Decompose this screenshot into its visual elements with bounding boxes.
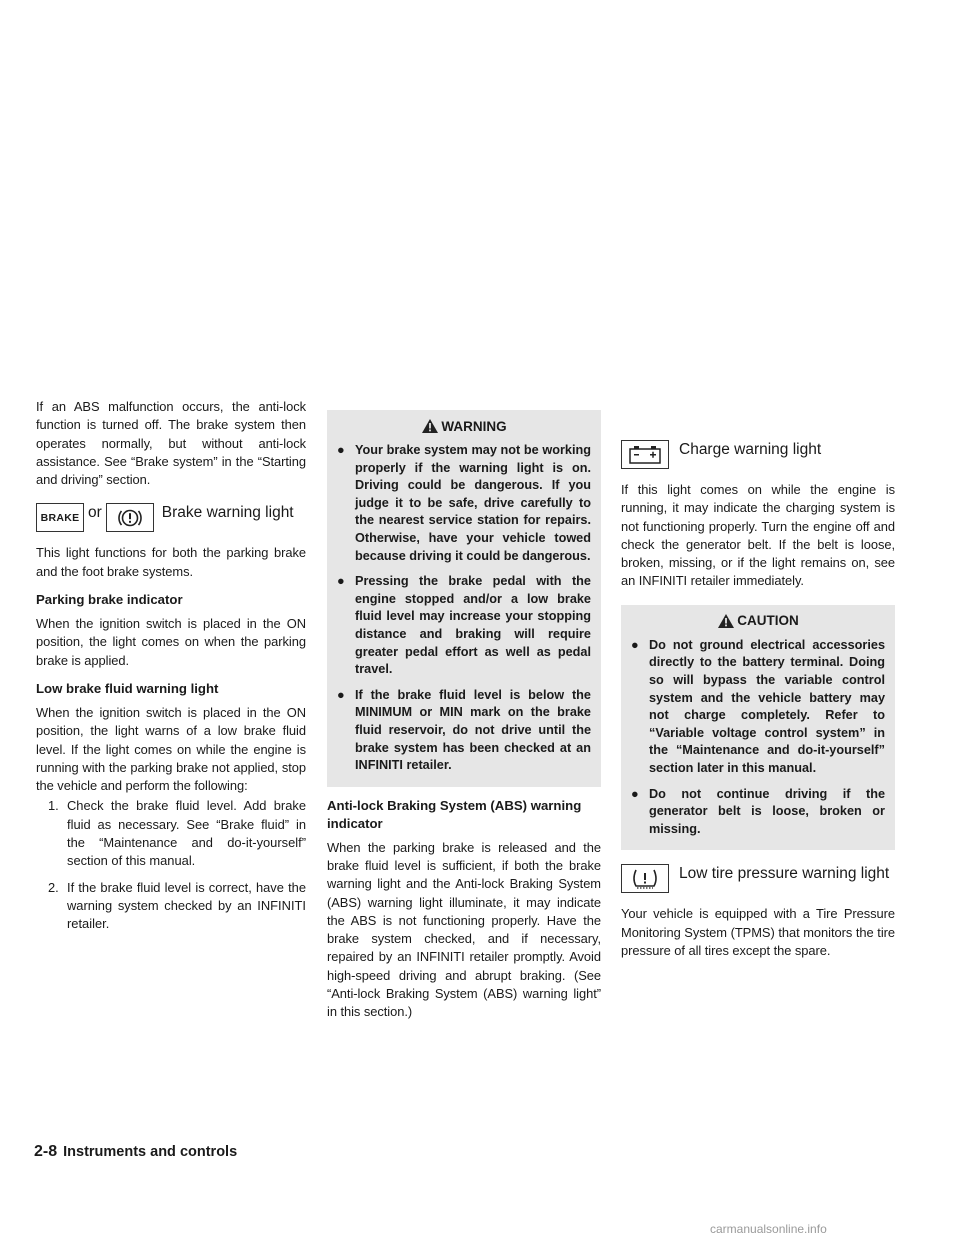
abs-warning-paragraph: When the parking brake is released and the brake fluid level is sufficient, if both the brake warning light and the Anti-lock Braking System (ABS) warning light illuminate, it may indicate the ABS is not functioning properly. Have the brake system checked, and if necessary, repaired by an INFINITI retailer promptly. Avoid high-speed driving and abrupt braking. (See “Anti-lock Braking System (ABS) warning light” in this section.)	[327, 839, 601, 1020]
bullet-icon: ●	[337, 687, 345, 702]
bullet-icon: ●	[337, 443, 345, 457]
watermark: carmanualsonline.info	[710, 1222, 827, 1236]
abs-malfunction-paragraph: If an ABS malfunction occurs, the anti-lock function is turned off. The brake system then operates normally, but without anti-lock assistance. See “Brake system” in the “Starting and driving” section.	[36, 399, 306, 488]
caution-text: Do not continue driving if the generator belt is loose, broken or missing.	[649, 786, 885, 836]
warning-box	[327, 410, 601, 787]
list-item	[337, 687, 591, 775]
warning-label: WARNING	[441, 418, 507, 434]
page-number: 2-8	[34, 1143, 58, 1160]
brake-light-description: This light functions for both the parking brake and the foot brake systems.	[36, 545, 306, 579]
column-middle	[327, 410, 601, 1030]
brake-warning-light-heading	[36, 503, 306, 532]
charge-warning-light-title: Charge warning light	[679, 441, 822, 458]
list-item	[337, 573, 591, 679]
warning-triangle-icon	[717, 613, 735, 629]
warning-text: Pressing the brake pedal with the engine stopped and/or a low brake fluid level may increase your stopping distance and braking will require greater pedal effort as well as pedal travel.	[355, 574, 591, 677]
warning-triangle-icon	[421, 418, 439, 434]
charge-warning-paragraph: If this light comes on while the engine is running, it may indicate the charging system is not functioning properly. Turn the engine off and check the generator belt. If the belt is loose, broken, missing, or if the light remains on, see an INFINITI retailer immediately.	[621, 482, 895, 589]
low-brake-fluid-paragraph: When the ignition switch is placed in the ON position, the light warns of a low brake fluid level. If the light comes on while the engine is running with the parking brake not applied, stop the vehicle and perform the following:	[36, 704, 306, 794]
bullet-icon: ●	[337, 574, 345, 589]
abs-warning-heading: Anti-lock Braking System (ABS) warning indicator	[327, 797, 582, 831]
charge-warning-light-heading	[621, 440, 895, 469]
step-number: 1.	[48, 798, 59, 814]
tire-pressure-icon	[621, 864, 669, 893]
caution-label: CAUTION	[737, 613, 799, 629]
warning-text: Your brake system may not be working properly if the warning light is on. Driving could be dangerous. If you judge it to be safe, drive carefully to the nearest service station for repairs. Otherwise, have your vehicle towed because driving it could be dangerous.	[355, 443, 591, 563]
bullet-icon: ●	[631, 637, 639, 652]
caution-header	[631, 613, 885, 629]
list-item	[48, 879, 306, 934]
tire-pressure-title: Low tire pressure warning light	[679, 865, 890, 883]
battery-icon	[621, 440, 669, 469]
list-item	[337, 442, 591, 565]
warning-text: If the brake fluid level is below the MINIMUM or MIN mark on the brake fluid reservoir, do not drive until the brake system has been checked at an INFINITI retailer.	[355, 687, 591, 773]
list-item	[631, 786, 885, 839]
brake-text-icon	[36, 503, 84, 532]
low-brake-fluid-heading: Low brake fluid warning light	[36, 680, 219, 696]
bullet-icon: ●	[631, 786, 639, 801]
parking-brake-paragraph: When the ignition switch is placed in the ON position, the light comes on when the parking brake is applied.	[36, 616, 306, 668]
step-text: If the brake fluid level is correct, have the warning system checked by an INFINITI retailer.	[67, 879, 306, 932]
step-text: Check the brake fluid level. Add brake fluid as necessary. See “Brake fluid” in the “Maintenance and do-it-yourself” section of this manual.	[67, 798, 306, 869]
brake-icon-label: BRAKE	[40, 511, 80, 524]
tire-pressure-paragraph: Your vehicle is equipped with a Tire Pressure Monitoring System (TPMS) that monitors the tire pressure of all tires except the spare.	[621, 906, 895, 958]
caution-list	[631, 637, 885, 839]
caution-text: Do not ground electrical accessories directly to the battery terminal. Doing so will bypass the variable control system and the vehicle battery may not charge completely. Refer to “Variable voltage control system” in the “Maintenance and do-it-yourself” section later in this manual.	[649, 637, 885, 775]
brake-warning-light-title: Brake warning light	[161, 504, 294, 522]
section-title: Instruments and controls	[63, 1144, 238, 1160]
page-footer	[34, 1143, 237, 1161]
list-item	[631, 637, 885, 778]
or-text: or	[88, 504, 102, 522]
procedure-steps	[48, 797, 306, 933]
column-right	[621, 440, 895, 968]
step-number: 2.	[48, 879, 59, 895]
parking-brake-heading: Parking brake indicator	[36, 592, 183, 608]
tire-pressure-light-heading	[621, 864, 895, 893]
column-left	[36, 398, 306, 942]
warning-header	[337, 418, 591, 434]
brake-circle-exclamation-icon	[106, 503, 154, 532]
list-item	[48, 797, 306, 870]
caution-box	[621, 605, 895, 851]
warning-list	[337, 442, 591, 775]
